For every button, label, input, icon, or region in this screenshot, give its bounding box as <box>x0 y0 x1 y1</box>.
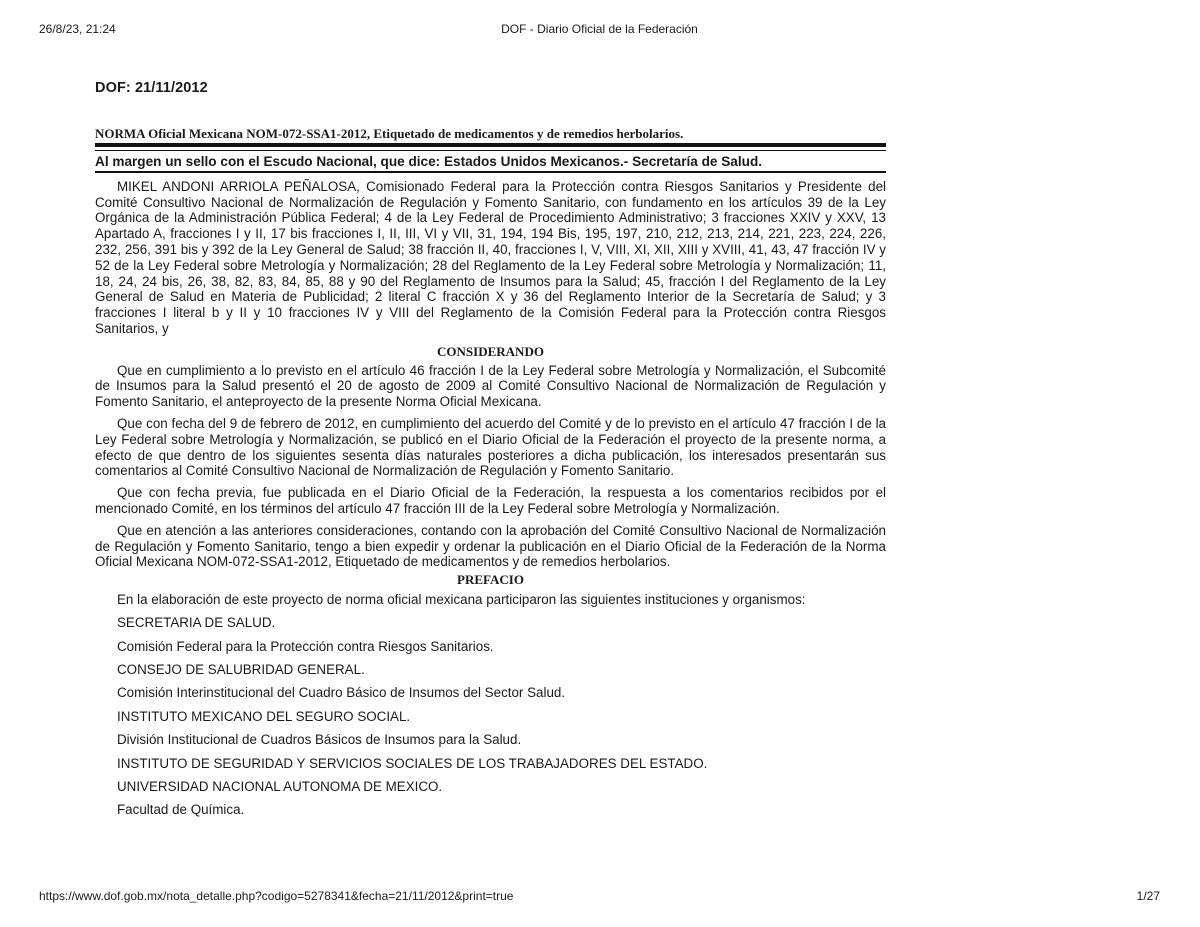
institutions-list <box>95 592 886 818</box>
list-item: INSTITUTO MEXICANO DEL SEGURO SOCIAL. <box>117 708 411 724</box>
prefacio-intro: En la elaboración de este proyecto de norma oficial mexicana participaron las siguientes instituciones y organismos: <box>117 591 806 607</box>
title-divider-thick <box>95 143 886 147</box>
print-footer <box>39 889 1160 905</box>
considerando-paragraph: Que con fecha del 9 de febrero de 2012, en cumplimiento del acuerdo del Comité y de lo previsto en el artículo 47 fracción I de la Ley Federal sobre Metrología y Normalización, se publicó en el Diario Oficial de la Federación el proyecto de la presente norma, a efecto de que dentro de los siguientes sesenta días naturales posteriores a dicha publicación, los interesados presentarán sus comentarios al Comité Consultivo Nacional de Normalización de Regulación y Fomento Sanitario. <box>95 415 886 479</box>
intro-paragraph: MIKEL ANDONI ARRIOLA PEÑALOSA, Comisionado Federal para la Protección contra Riesgos Sanitarios y Presidente del Comité Consultivo Nacional de Normalización de Regulación y Fomento Sanitario, con fundamento en los artículos 39 de la Ley Orgánica de la Administración Pública Federal; 4 de la Ley Federal de Procedimiento Administrativo; 3 fracciones XXIV y XXV, 13 Apartado A, fracciones I y II, 17 bis fracciones I, II, III, VI y VII, 31, 194, 194 Bis, 195, 197, 210, 212, 213, 214, 221, 223, 224, 226, 232, 256, 391 bis y 392 de la Ley General de Salud; 38 fracción II, 40, fracciones I, V, VIII, XI, XII, XIII y XVIII, 41, 43, 47 fracción IV y 52 de la Ley Federal sobre Metrología y Normalización; 28 del Reglamento de la Ley Federal sobre Metrología y Normalización; 11, 18, 24, 24 bis, 26, 38, 82, 83, 84, 85, 88 y 90 del Reglamento de Insumos para la Salud; 45, fracción I del Reglamento de la Ley General de Salud en Materia de Publicidad; 2 literal C fracción X y 36 del Reglamento Interior de la Secretaría de Salud; y 3 fracciones I literal b y II y 10 fracciones IV y VIII del Reglamento de la Comisión Federal para la Protección contra Riesgos Sanitarios, y <box>95 178 886 336</box>
list-item: CONSEJO DE SALUBRIDAD GENERAL. <box>117 662 365 678</box>
considerando-paragraph: Que en atención a las anteriores consideraciones, contando con la aprobación del Comité Consultivo Nacional de Normalización de Regulación y Fomento Sanitario, tengo a bien expedir y ordenar la publicación en el Diario Oficial de la Federación de la Norma Oficial Mexicana NOM-072-SSA1-2012, Etiquetado de medicamentos y de remedios herbolarios. <box>95 522 886 570</box>
list-item: UNIVERSIDAD NACIONAL AUTONOMA DE MEXICO. <box>117 779 443 795</box>
page-number: 1/27 <box>1136 889 1160 903</box>
document-body <box>95 78 886 818</box>
prefacio-title: PREFACIO <box>457 572 524 588</box>
list-item: Comisión Interinstitucional del Cuadro Básico de Insumos del Sector Salud. <box>117 685 566 701</box>
print-header <box>39 22 1160 38</box>
margen-heading: Al margen un sello con el Escudo Nacional, que dice: Estados Unidos Mexicanos.- Secretaría de Salud. <box>95 153 763 169</box>
title-divider-thin <box>95 150 886 151</box>
print-page-title: DOF - Diario Oficial de la Federación <box>501 22 698 36</box>
considerando-paragraph: Que con fecha previa, fue publicada en el Diario Oficial de la Federación, la respuesta a los comentarios recibidos por el mencionado Comité, en los términos del artículo 47 fracción III de la Ley Federal sobre Metrología y Normalización. <box>95 485 886 516</box>
list-item: INSTITUTO DE SEGURIDAD Y SERVICIOS SOCIALES DE LOS TRABAJADORES DEL ESTADO. <box>117 755 708 771</box>
dof-date: DOF: 21/11/2012 <box>95 80 208 96</box>
considerando-title: CONSIDERANDO <box>437 343 544 359</box>
print-date: 26/8/23, 21:24 <box>39 22 116 36</box>
print-url: https://www.dof.gob.mx/nota_detalle.php?codigo=5278341&fecha=21/11/2012&print=true <box>39 889 514 903</box>
list-item: SECRETARIA DE SALUD. <box>117 615 276 631</box>
list-item: Facultad de Química. <box>117 802 245 818</box>
list-item: División Institucional de Cuadros Básicos de Insumos para la Salud. <box>117 732 522 748</box>
list-item: Comisión Federal para la Protección contra Riesgos Sanitarios. <box>117 638 494 654</box>
considerando-paragraph: Que en cumplimiento a lo previsto en el artículo 46 fracción I de la Ley Federal sobre Metrología y Normalización, el Subcomité de Insumos para la Salud presentó el 20 de agosto de 2009 al Comité Consultivo Nacional de Normalización de Regulación y Fomento Sanitario, el anteproyecto de la presente Norma Oficial Mexicana. <box>95 362 886 410</box>
norma-title: NORMA Oficial Mexicana NOM-072-SSA1-2012, Etiquetado de medicamentos y de remedios herbolarios. <box>95 125 684 141</box>
margen-divider <box>95 171 886 173</box>
